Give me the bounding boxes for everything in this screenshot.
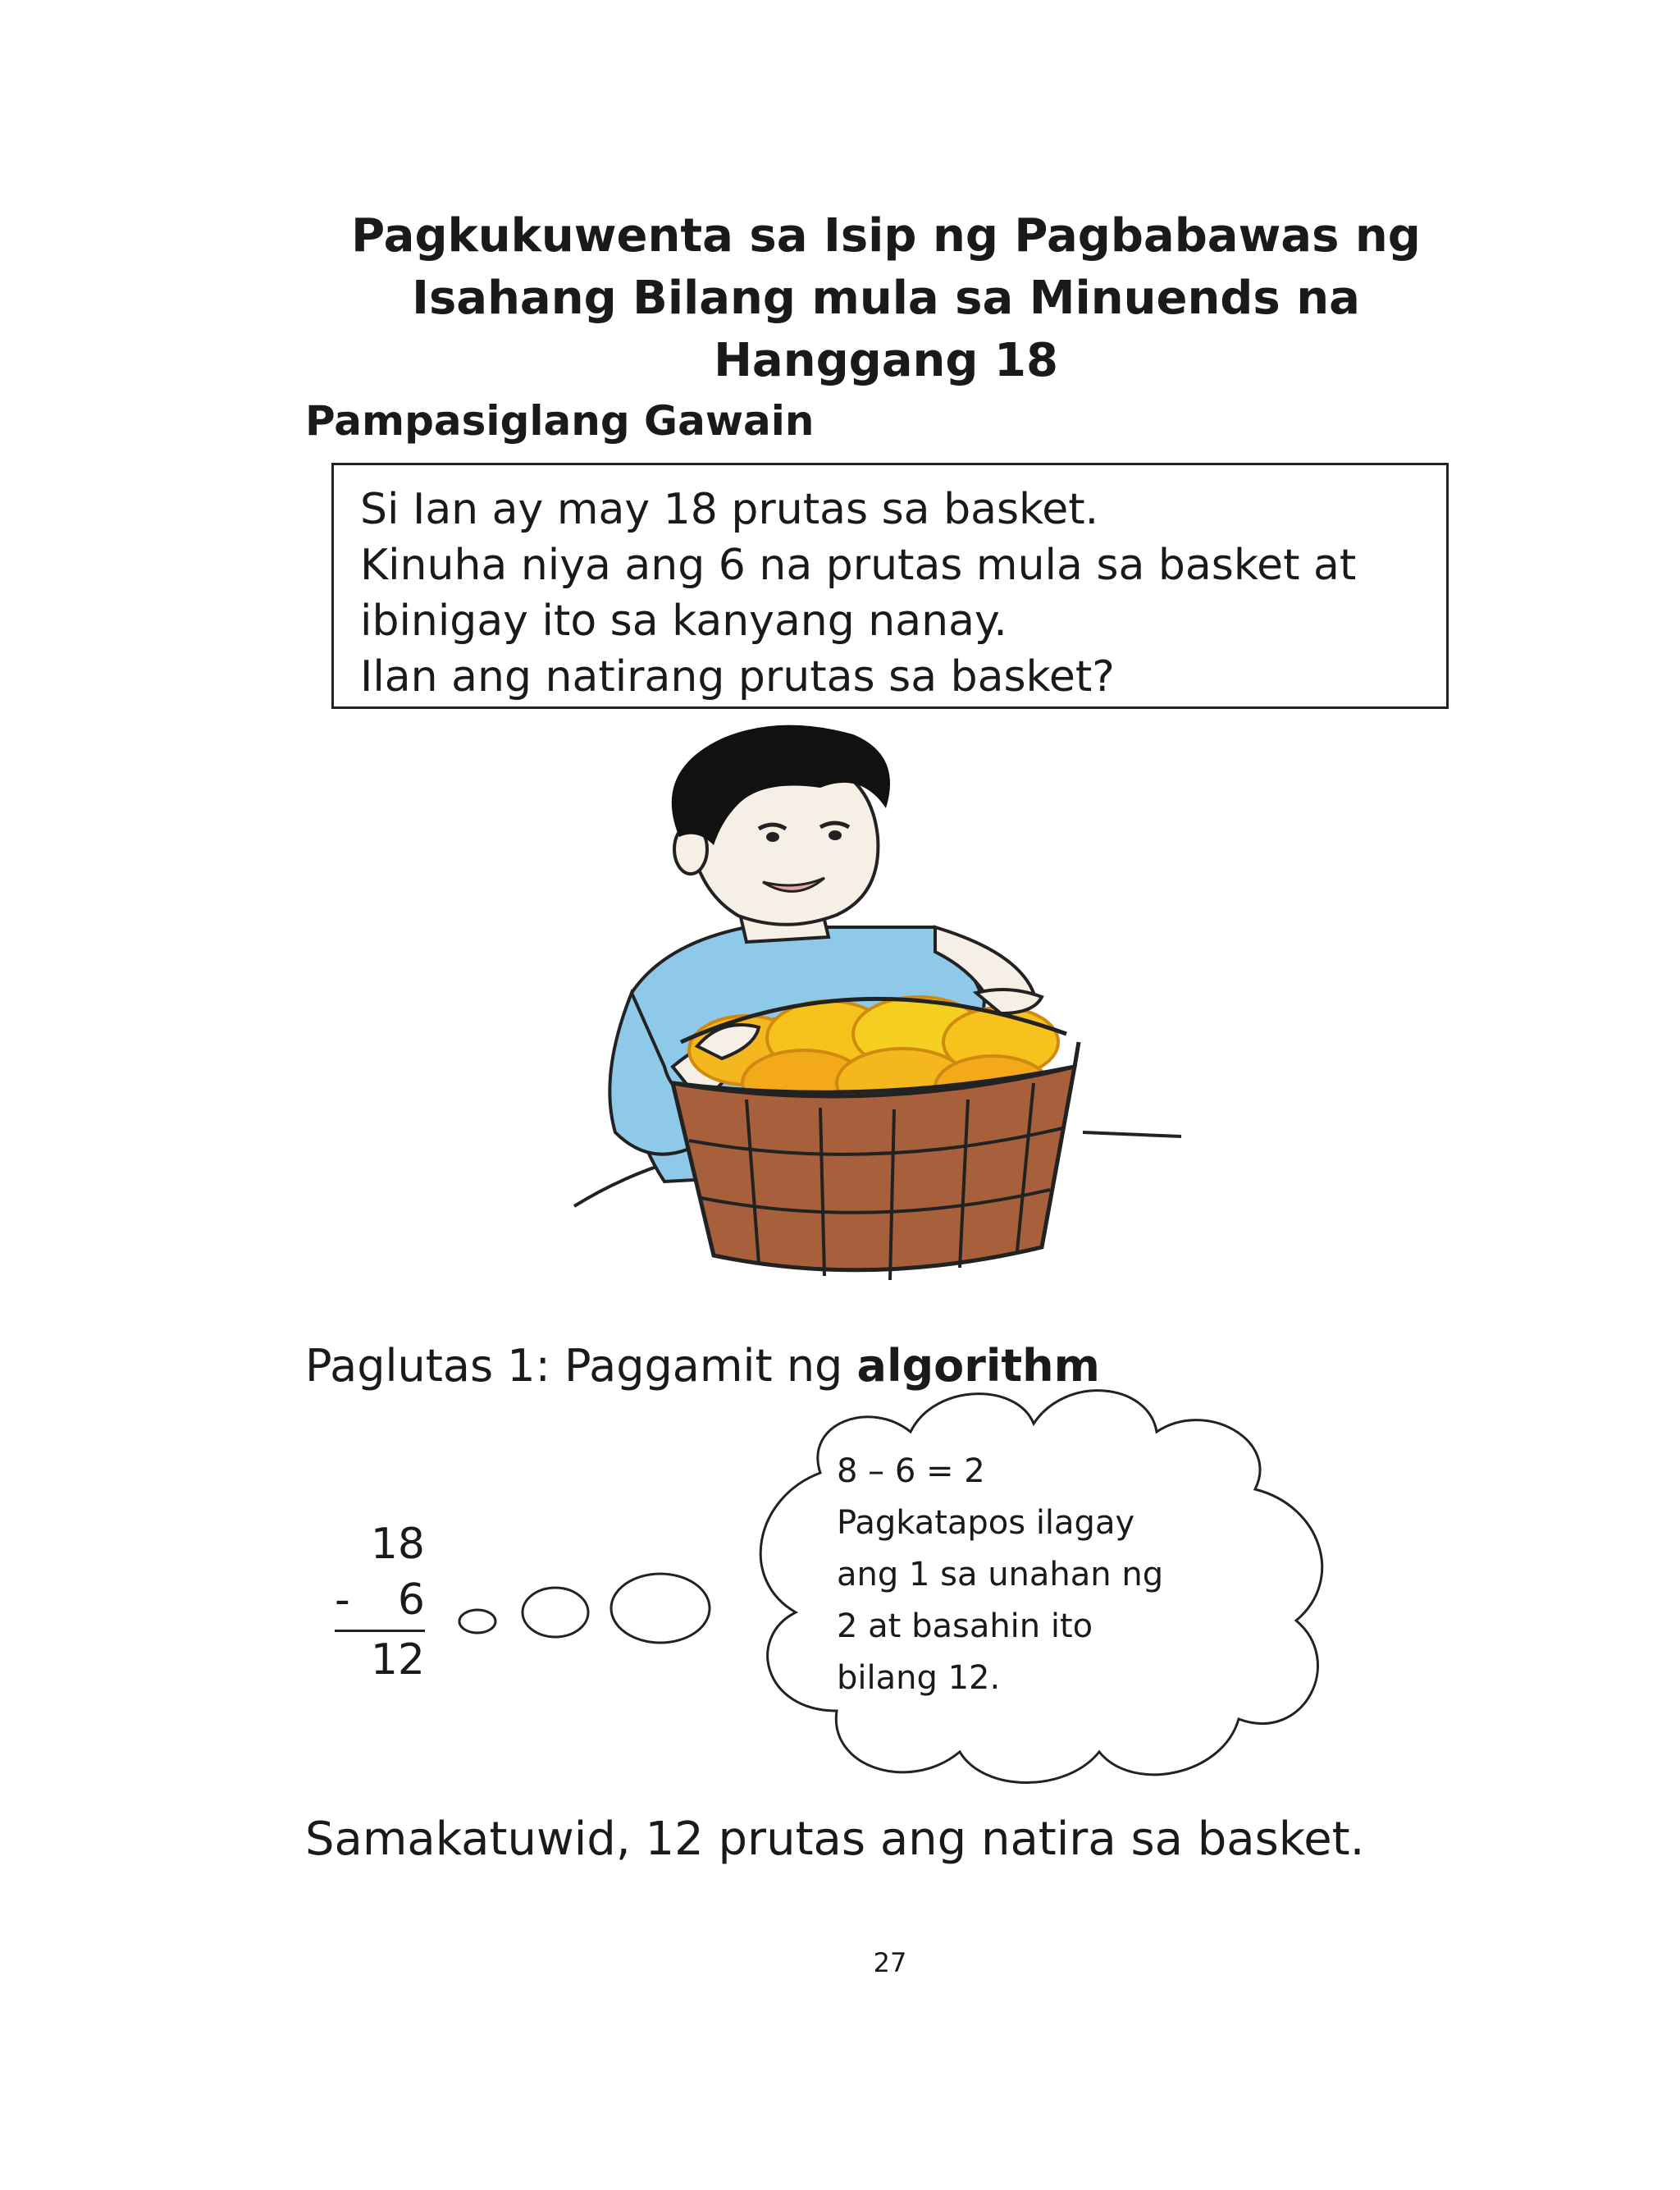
minus-sign: -: [335, 1575, 350, 1625]
title-line-3: Hanggang 18: [714, 334, 1058, 387]
solution-label: Paglutas 1: Paggamit ng: [305, 1340, 857, 1392]
minuend: 18: [370, 1520, 425, 1569]
thought-line: 8 – 6 = 2: [837, 1452, 985, 1490]
thought-line: bilang 12.: [837, 1659, 1001, 1697]
section-heading: Pampasiglang Gawain: [305, 397, 815, 445]
solution-label-bold: algorithm: [856, 1340, 1100, 1392]
thought-line: ang 1 sa unahan ng: [837, 1556, 1164, 1593]
page-title: [246, 205, 1526, 392]
thought-cloud-text: [837, 1446, 1263, 1704]
word-problem-box: [331, 463, 1449, 709]
conclusion-text: Samakatuwid, 12 prutas ang natira sa basket.: [305, 1813, 1365, 1866]
title-line-1: Pagkukuwenta sa Isip ng Pagbabawas ng: [351, 209, 1421, 263]
boy-with-fruit-basket-icon: [476, 722, 1263, 1296]
difference: 12: [370, 1635, 425, 1685]
problem-line: ibinigay ito sa kanyang nanay.: [360, 597, 1007, 646]
page-number: 27: [873, 1947, 907, 1978]
thought-bubbles-icon: [455, 1567, 730, 1657]
thought-line: Pagkatapos ilagay: [837, 1504, 1135, 1542]
problem-line: Si Ian ay may 18 prutas sa basket.: [360, 485, 1099, 534]
subtrahend: 6: [397, 1575, 425, 1625]
thought-line: 2 at basahin ito: [837, 1607, 1093, 1645]
title-line-2: Isahang Bilang mula sa Minuends na: [412, 272, 1360, 325]
subtraction-algorithm: [335, 1516, 425, 1688]
subtrahend-row: [335, 1572, 425, 1628]
problem-line: Ilan ang natirang prutas sa basket?: [360, 652, 1115, 702]
problem-line: Kinuha niya ang 6 na prutas mula sa basket at: [360, 541, 1357, 590]
